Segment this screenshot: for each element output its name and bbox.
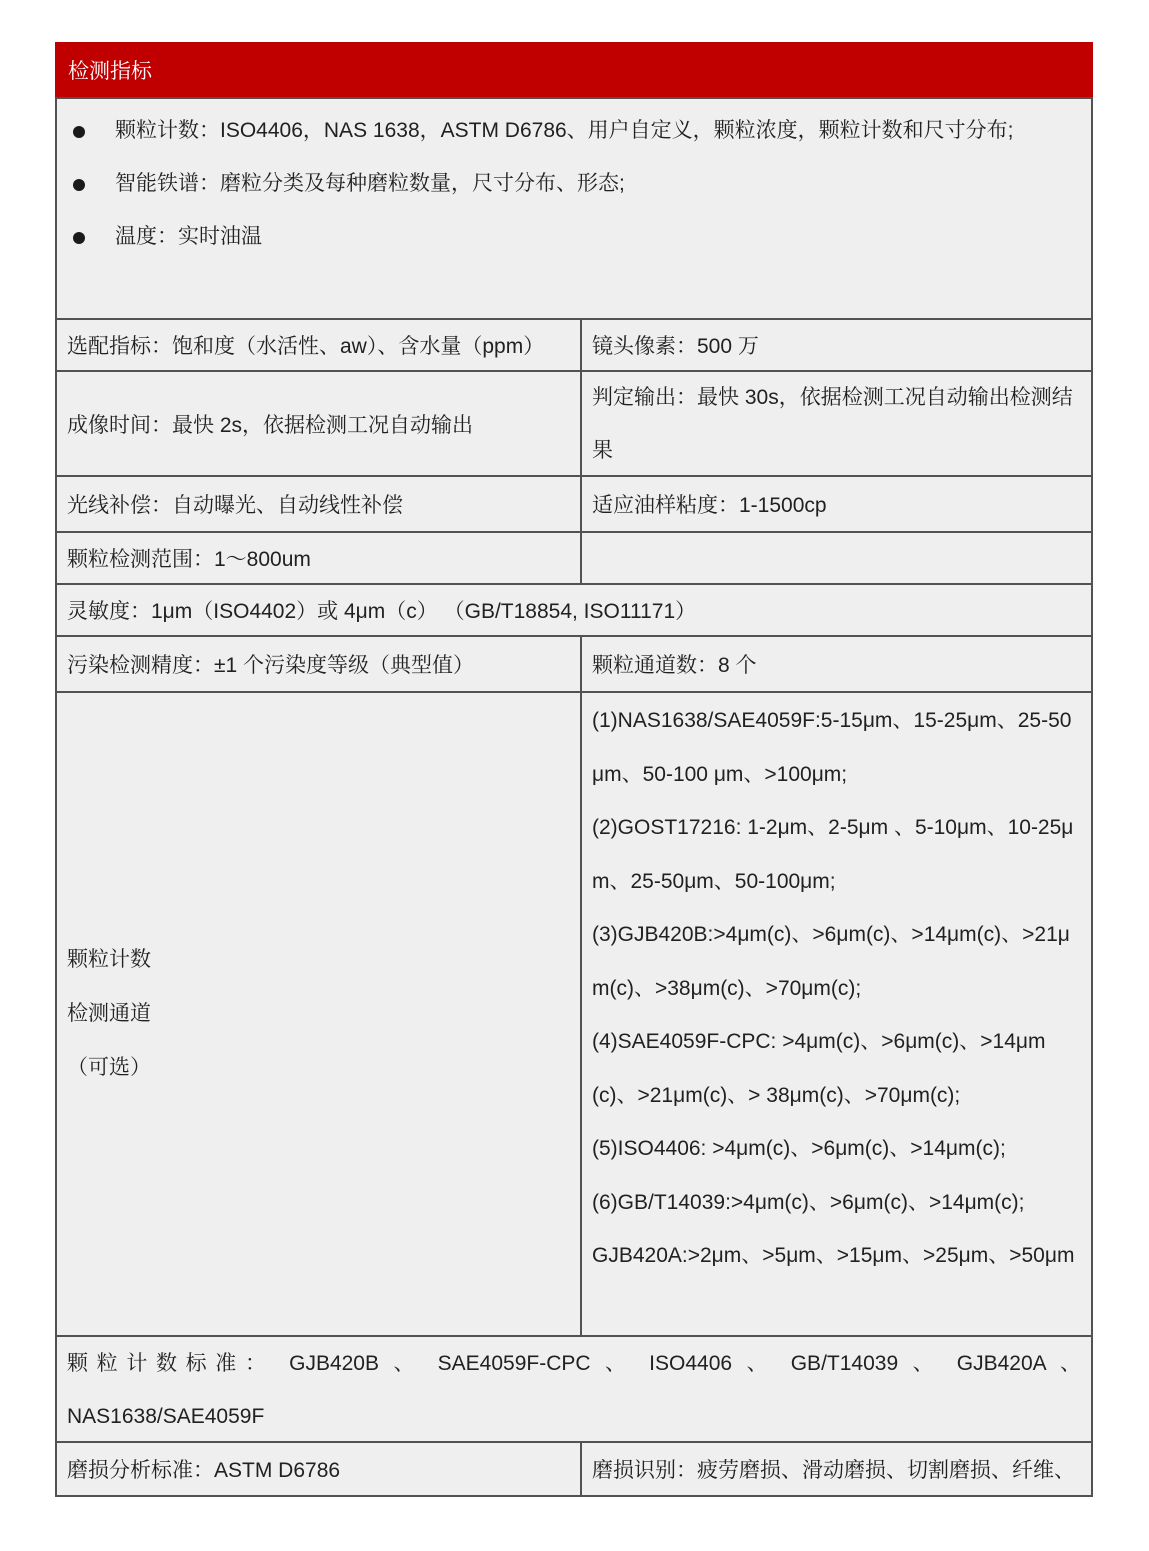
label-line: （可选） xyxy=(67,1056,151,1079)
table-title: 检测指标 xyxy=(68,59,152,83)
channel-entry: (2)GOST17216: 1-2μm、2-5μm 、5-10μm、10-25μm、25-50μm、50-100μm; xyxy=(592,816,1074,893)
bullet-icon xyxy=(73,179,85,191)
cell-counting-standards: 颗粒计数标准： GJB420B 、 SAE4059F-CPC 、 ISO4406 、 GB/T14039 、 GJB420A 、 NAS1638/SAE4059F xyxy=(67,1352,1081,1428)
table-body xyxy=(55,97,1093,1497)
cell-text: 磨损识别：疲劳磨损、滑动磨损、切割磨损、纤维、 xyxy=(592,1459,1075,1482)
spec-table xyxy=(55,42,1093,1497)
cell-empty xyxy=(582,533,1091,583)
list-item xyxy=(57,104,1091,157)
bullet-text: 颗粒计数：ISO4406，NAS 1638，ASTM D6786、用户自定义，颗粒浓度，颗粒计数和尺寸分布; xyxy=(115,119,1014,142)
channel-entry: (6)GB/T14039:>4μm(c)、>6μm(c)、>14μm(c); xyxy=(592,1190,1025,1214)
bullet-icon xyxy=(73,126,85,138)
cell-optional-metrics: 选配指标：饱和度（水活性、aw）、含水量（ppm） xyxy=(57,320,582,370)
label-line: 检测通道 xyxy=(67,1002,151,1025)
channel-entry: (5)ISO4406: >4μm(c)、>6μm(c)、>14μm(c); xyxy=(592,1137,1006,1160)
table-row xyxy=(57,531,1091,583)
cell-channel-definitions xyxy=(582,693,1091,1335)
cell-light-compensation: 光线补偿：自动曝光、自动线性补偿 xyxy=(57,477,582,531)
cell-wear-recognition xyxy=(582,1443,1091,1495)
table-row xyxy=(57,691,1091,1335)
list-item xyxy=(57,157,1091,210)
label-line: 颗粒计数 xyxy=(67,948,151,971)
list-item xyxy=(57,210,1091,263)
cell-contamination-accuracy: 污染检测精度：±1 个污染度等级（典型值） xyxy=(57,637,582,691)
channel-entry: (4)SAE4059F-CPC: >4μm(c)、>6μm(c)、>14μm(c)、>21μm(c)、> 38μm(c)、>70μm(c); xyxy=(592,1030,1046,1107)
channel-entry: (3)GJB420B:>4μm(c)、>6μm(c)、>14μm(c)、>21μm(c)、>38μm(c)、>70μm(c); xyxy=(592,923,1070,1000)
table-row xyxy=(57,370,1091,475)
table-row xyxy=(57,1441,1091,1495)
table-row xyxy=(57,475,1091,531)
table-header xyxy=(55,42,1093,97)
channel-entry: GJB420A:>2μm、>5μm、>15μm、>25μm、>50μm xyxy=(592,1244,1075,1267)
cell-judgment-output xyxy=(582,372,1091,475)
bullet-text: 温度：实时油温 xyxy=(115,225,262,248)
cell-sensitivity: 灵敏度：1μm（ISO4402）或 4μm（c） （GB/T18854, ISO11171） xyxy=(67,600,697,623)
bullet-icon xyxy=(73,232,85,244)
bullet-text: 智能铁谱：磨粒分类及每种磨粒数量，尺寸分布、形态; xyxy=(115,172,625,195)
cell-channel-count: 颗粒通道数：8 个 xyxy=(592,654,757,677)
channel-entry: (1)NAS1638/SAE4059F:5-15μm、15-25μm、25-50μm、50-100 μm、>100μm; xyxy=(592,709,1072,786)
cell-oil-viscosity: 适应油样粘度：1-1500cp xyxy=(592,494,827,517)
cell-particle-range: 颗粒检测范围：1～800um xyxy=(57,533,582,583)
table-row xyxy=(57,635,1091,691)
cell-text: 判定输出：最快 30s，依据检测工况自动输出检测结果 xyxy=(592,385,1073,462)
table-row xyxy=(57,583,1091,635)
table-row xyxy=(57,1335,1091,1441)
cell-imaging-time: 成像时间：最快 2s，依据检测工况自动输出 xyxy=(57,372,582,475)
cell-counting-channels-label xyxy=(57,693,582,1335)
table-row xyxy=(57,318,1091,370)
cell-lens-pixels: 镜头像素：500 万 xyxy=(592,335,759,358)
cell-wear-analysis-standard: 磨损分析标准：ASTM D6786 xyxy=(57,1443,582,1495)
bullet-list xyxy=(57,99,1091,318)
